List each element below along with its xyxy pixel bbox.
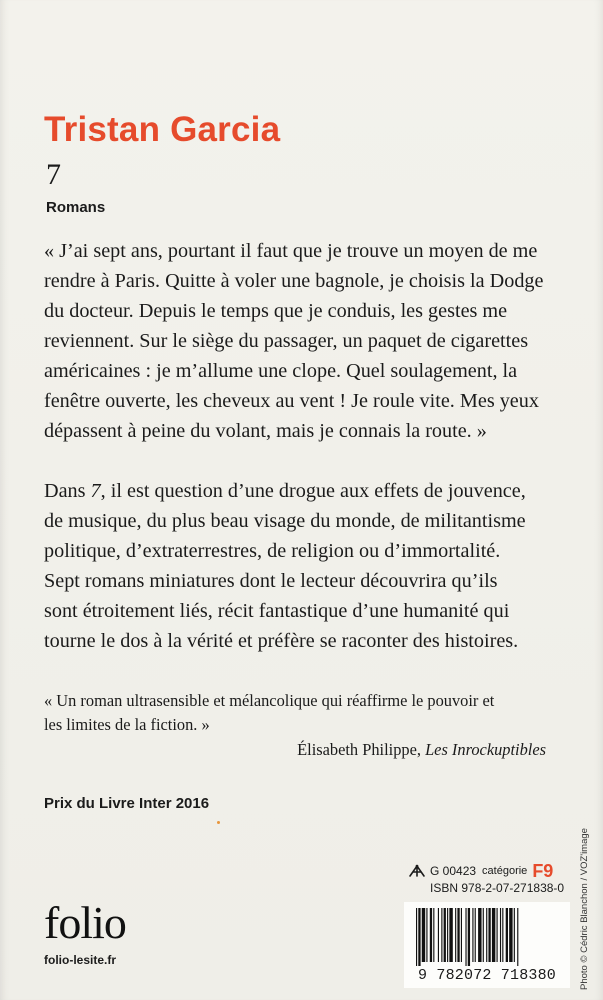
publisher-website: folio-lesite.fr [44, 953, 117, 967]
barcode-bar [416, 908, 417, 966]
quote-line: rendre à Paris. Quitte à voler une bagnole, je choisis la Dodge [44, 270, 544, 292]
barcode-bars [416, 908, 558, 966]
barcode-bar [488, 908, 490, 962]
barcode-bar [447, 908, 448, 962]
barcode-bar [418, 908, 420, 966]
summary-line [44, 476, 564, 506]
book-title: 7 [46, 158, 61, 191]
summary-line: de musique, du plus beau visage du monde, de militantisme [44, 510, 526, 532]
review-attribution [297, 738, 546, 762]
barcode-bar [500, 908, 501, 962]
barcode-bar [441, 908, 442, 962]
book-summary [44, 476, 564, 656]
publication-name: Les Inrockuptibles [425, 740, 546, 759]
summary-line: tourne le dos à la vérité et préfère se raconter des histoires. [44, 630, 519, 652]
barcode-bar [517, 908, 518, 966]
barcode-bar [468, 908, 470, 966]
barcode-bar [449, 908, 452, 962]
barcode-bar [438, 908, 439, 962]
barcode-bar [478, 908, 481, 962]
barcode [404, 902, 570, 988]
barcode-bar [426, 908, 427, 962]
summary-line-start: Dans [44, 480, 91, 502]
product-codes [408, 862, 553, 879]
reviewer-name: Élisabeth Philippe, [297, 740, 426, 759]
barcode-bar [422, 908, 425, 962]
quote-line: « J’ai sept ans, pourtant il faut que je trouve un moyen de me [44, 240, 538, 262]
summary-line: Sept romans miniatures dont le lecteur découvrira qu’ils [44, 570, 498, 592]
summary-line: politique, d’extraterrestres, de religion ou d’immortalité. [44, 540, 501, 562]
barcode-bar [444, 908, 446, 962]
barcode-bar [502, 908, 503, 962]
barcode-bar [455, 908, 456, 962]
barcode-bar [514, 908, 515, 962]
category-value: F9 [532, 860, 554, 881]
quote-line: reviennent. Sur le siège du passager, un paquet de cigarettes [44, 330, 529, 352]
barcode-bar [486, 908, 487, 962]
barcode-bar [430, 908, 432, 962]
quote-line: du docteur. Depuis le temps que je conduis, les gestes me [44, 300, 508, 322]
code-row [408, 862, 553, 879]
quote-line: dépassent à peine du volant, mais je connais la route. » [44, 420, 487, 442]
barcode-bar [509, 908, 512, 962]
prize-label: Prix du Livre Inter 2016 [44, 795, 210, 812]
review-line: « Un roman ultrasensible et mélancolique qui réaffirme le pouvoir et [44, 691, 495, 710]
barcode-digits: 9 782072 718380 [417, 967, 557, 984]
isbn-number: ISBN 978-2-07-271838-0 [430, 881, 565, 895]
barcode-bar [465, 908, 466, 966]
barcode-bar [492, 908, 495, 962]
barcode-bar [461, 908, 462, 962]
summary-title-reference: 7 [90, 480, 101, 502]
photo-credit: Photo © Cédric Blanchon / VOZ'image [579, 828, 590, 990]
barcode-bar [472, 908, 473, 962]
barcode-bar [497, 908, 498, 962]
folio-series-icon [408, 864, 426, 878]
barcode-bar [457, 908, 459, 962]
folio-logo: folio [44, 897, 126, 948]
quote-line: américaines : je m’allume une clope. Quel soulagement, la [44, 360, 518, 382]
author-name: Tristan Garcia [44, 110, 281, 149]
excerpt-quote [44, 236, 564, 446]
review-line: les limites de la fiction. » [44, 715, 210, 734]
category-label: catégorie [482, 864, 528, 877]
barcode-bar [483, 908, 484, 962]
quote-line: fenêtre ouverte, les cheveux au vent ! Je roule vite. Mes yeux [44, 390, 539, 412]
barcode-bar [506, 908, 508, 962]
genre-label: Romans [46, 199, 106, 216]
barcode-bar [433, 908, 434, 962]
summary-line-end: , il est question d’une drogue aux effets de jouvence, [100, 480, 526, 502]
barcode-bar [475, 908, 476, 962]
decorative-dot [217, 821, 220, 824]
summary-line: sont étroitement liés, récit fantastique d’une humanité qui [44, 600, 510, 622]
product-code: G 00423 [430, 863, 477, 878]
press-review [44, 689, 564, 737]
